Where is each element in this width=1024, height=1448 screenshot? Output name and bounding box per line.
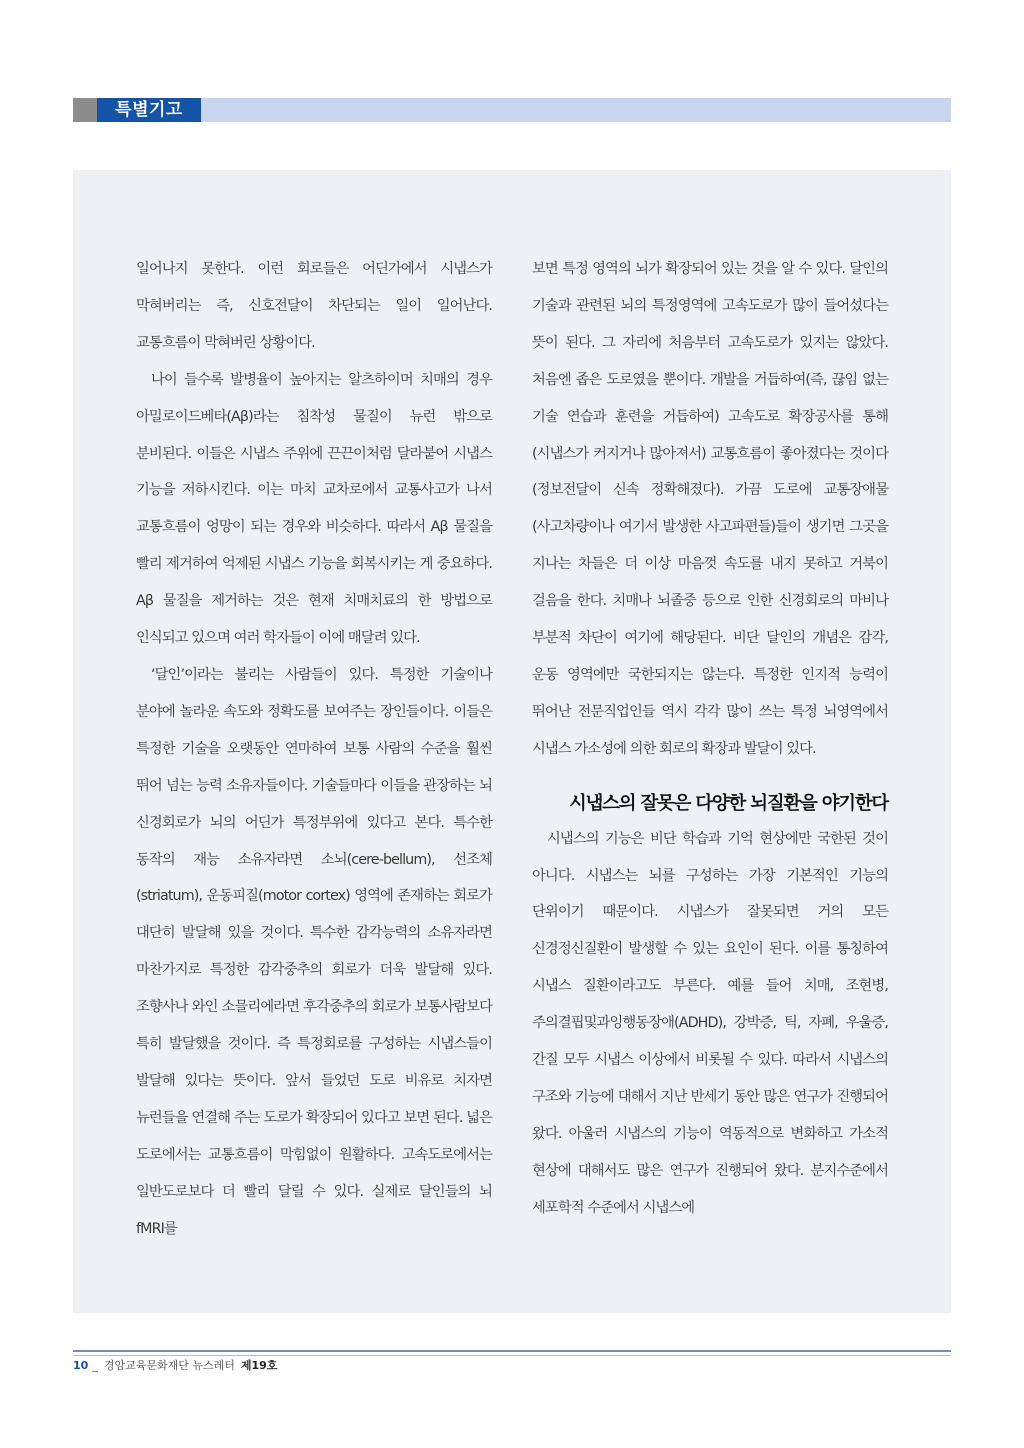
- section-heading: 시냅스의 잘못은 다양한 뇌질환을 야기한다: [569, 792, 888, 814]
- left-column: [136, 251, 492, 1247]
- paragraph: ‘달인’이라는 불리는 사람들이 있다. 특정한 기술이나 분야에 놀라운 속도와 정확도를 보여주는 장인들이다. 이들은 특정한 기술을 오랫동안 연마하여 보통 사람의 수준을 훨씬 뛰어 넘는 능력 소유자들이다. 기술들마다 이들을 관장하는 뇌 신경회로가 뇌의 어딘가 특정부위에 있다고 본다. 특수한 동작의 재능 소유자라면 소뇌(cere-bellum), 선조체(striatum), 운동피질(motor cortex) 영역에 존재하는 회로가 대단히 발달해 있을 것이다. 특수한 감각능력의 소유자라면 마찬가지로 특정한 감각중추의 회로가 더욱 발달해 있다. 조향사나 와인 소믈리에라면 후각중추의 회로가 보통사람보다 특히 발달했을 것이다. 즉 특정회로를 구성하는 시냅스들이 발달해 있다는 뜻이다. 앞서 들었던 도로 비유로 치자면 뉴런들을 연결해 주는 도로가 확장되어 있다고 보면 된다. 넓은 도로에서는 교통흐름이 막힘없이 원활하다. 고속도로에서는 일반도로보다 더 빨리 달릴 수 있다. 실제로 달인들의 뇌 fMRI를: [136, 666, 492, 1237]
- page-footer: [73, 1358, 277, 1374]
- footer-divider: [73, 1350, 951, 1352]
- header-accent-block: [73, 98, 97, 122]
- paragraph: 나이 들수록 발병율이 높아지는 알츠하이머 치매의 경우 아밀로이드베타(Aβ)라는 침착성 물질이 뉴런 밖으로 분비된다. 이들은 시냅스 주위에 끈끈이처럼 달라붙어 시냅스 기능을 저하시킨다. 이는 마치 교차로에서 교통사고가 나서 교통흐름이 엉망이 되는 경우와 비슷하다. 따라서 Aβ 물질을 빨리 제거하여 억제된 시냅스 기능을 회복시키는 게 중요하다. Aβ 물질을 제거하는 것은 현재 치매치료의 한 방법으로 인식되고 있으며 여러 학자들이 이에 매달려 있다.: [136, 371, 492, 647]
- issue-number: 제19호: [240, 1359, 278, 1372]
- paragraph: 보면 특정 영역의 뇌가 확장되어 있는 것을 알 수 있다. 달인의 기술과 관련된 뇌의 특정영역에 고속도로가 많이 들어섰다는 뜻이 된다. 그 자리에 처음부터 고속도로가 있지는 않았다. 처음엔 좁은 도로였을 뿐이다. 개발을 거듭하여(즉, 끊임 없는 기술 연습과 훈련을 거듭하여) 고속도로 확장공사를 통해(시냅스가 커지거나 많아져서) 교통흐름이 좋아졌다는 것이다(정보전달이 신속 정확해졌다). 가끔 도로에 교통장애물(사고차량이나 여기서 발생한 사고파편들)들이 생기면 그곳을 지나는 차들은 더 이상 마음껏 속도를 내지 못하고 거북이 걸음을 한다. 치매나 뇌졸중 등으로 인한 신경회로의 마비나 부분적 차단이 여기에 해당된다. 비단 달인의 개념은 감각, 운동 영역에만 국한되지는 않는다. 특정한 인지적 능력이 뛰어난 전문직업인들 역시 각각 많이 쓰는 특정 뇌영역에서 시냅스 가소성에 의한 회로의 확장과 발달이 있다.: [532, 261, 888, 757]
- footer-divider-thin: [73, 1355, 951, 1356]
- paragraph: 일어나지 못한다. 이런 회로들은 어딘가에서 시냅스가 막혀버리는 즉, 신호전달이 차단되는 일이 일어난다. 교통흐름이 막혀버린 상황이다.: [136, 261, 492, 351]
- publication-name: 경암교육문화재단 뉴스레터: [103, 1359, 235, 1372]
- paragraph: 시냅스의 기능은 비단 학습과 기억 현상에만 국한된 것이 아니다. 시냅스는 뇌를 구성하는 가장 기본적인 기능의 단위이기 때문이다. 시냅스가 잘못되면 거의 모든 신경정신질환이 발생할 수 있는 요인이 된다. 이를 통칭하여 시냅스 질환이라고도 부른다. 예를 들어 치매, 조현병, 주의결핍및과잉행동장애(ADHD), 강박증, 틱, 자폐, 우울증, 간질 모두 시냅스 이상에서 비롯될 수 있다. 따라서 시냅스의 구조와 기능에 대해서 지난 반세기 동안 많은 연구가 진행되어 왔다. 아울러 시냅스의 기능이 역동적으로 변화하고 가소적 현상에 대해서도 많은 연구가 진행되어 왔다. 분지수준에서 세포학적 수준에서 시냅스에: [532, 830, 888, 1216]
- right-column: [532, 251, 888, 1227]
- footer-separator: _: [92, 1359, 98, 1372]
- section-header-bar: [73, 98, 951, 122]
- page-number: 10: [73, 1359, 89, 1372]
- section-label: 특별기고: [97, 98, 201, 122]
